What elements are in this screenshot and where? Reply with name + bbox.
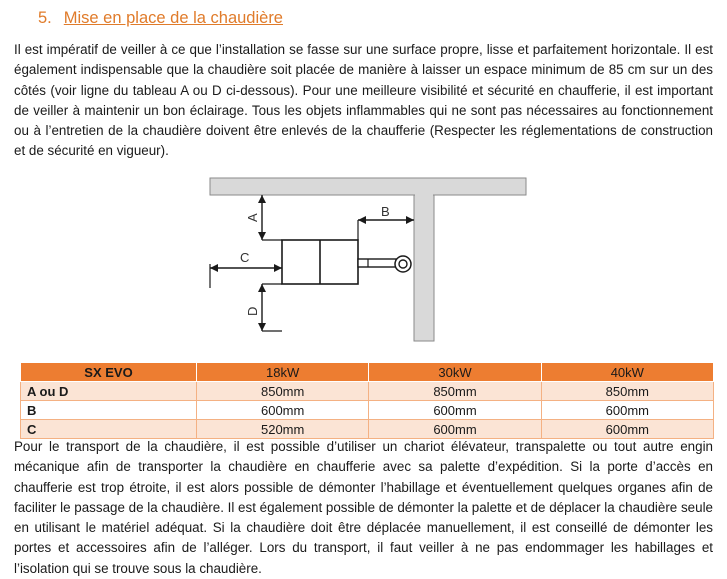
- table-row: [21, 401, 714, 420]
- label-b: B: [381, 204, 390, 219]
- header-18kw: 18kW: [197, 363, 369, 382]
- section-title: Mise en place de la chaudière: [63, 9, 283, 27]
- clearance-table: [20, 362, 714, 439]
- table-cell: 850mm: [197, 382, 369, 401]
- row-label: A ou D: [21, 382, 197, 401]
- clearance-diagram: [200, 176, 530, 342]
- table-cell: 520mm: [197, 420, 369, 439]
- label-d: D: [245, 306, 260, 316]
- table-cell: 600mm: [369, 420, 541, 439]
- header-40kw: 40kW: [541, 363, 713, 382]
- table-row: [21, 420, 714, 439]
- flue-pipe: [358, 259, 396, 267]
- table-cell: 600mm: [541, 401, 713, 420]
- table-cell: 600mm: [369, 401, 541, 420]
- table-cell: 850mm: [369, 382, 541, 401]
- transport-paragraph: Pour le transport de la chaudière, il est possible d’utiliser un chariot élévateur, transpalette ou tout autre engin mécanique afin de transporter la chaudière en chaufferie avec sa palette d’expédition. Si la porte d’accès en chaufferie est trop étroite, il est alors possible de démonter l’habillage et éventuellement quelques organes afin de faciliter le passage de la chaudière. Il est également possible de démonter la palette et de déplacer la chaudière seule en utilisant le matériel adéquat. Si la chaudière doit être déplacée manuellement, il est conseillé de démonter les portes et accessoires afin de l’alléger. Lors du transport, il faut veiller à ne pas endommager les habillages et l’isolation qui se trouve sous la chaudière.: [14, 439, 713, 576]
- intro-paragraph: Il est impératif de veiller à ce que l’installation se fasse sur une surface propre, lisse et parfaitement horizontale. Il est également indispensable que la chaudière soit placée de manière à laisser un espace minimum de 85 cm sur un des côtés (voir ligne du tableau A ou D ci-dessous). Pour une meilleure visibilité et sécurité en chaufferie, il est important de veiller à maintenir un bon éclairage. Tous les objets inflammables qui ne sont pas nécessaires au fonctionnement ou à l’entretien de la chaudière doivent être enlevés de la chaufferie (Respecter les réglementations de construction et de sécurité en vigueur).: [14, 42, 713, 159]
- table-row: [21, 382, 714, 401]
- label-a: A: [245, 213, 260, 222]
- row-label: B: [21, 401, 197, 420]
- right-wall: [414, 195, 434, 341]
- label-c: C: [240, 250, 250, 265]
- table-header-row: [21, 363, 714, 382]
- row-label: C: [21, 420, 197, 439]
- section-heading: [38, 9, 283, 28]
- table-cell: 600mm: [197, 401, 369, 420]
- table-cell: 850mm: [541, 382, 713, 401]
- header-model: SX EVO: [21, 363, 197, 382]
- top-wall: [210, 178, 526, 195]
- table-cell: 600mm: [541, 420, 713, 439]
- section-number: 5.: [38, 9, 52, 27]
- header-30kw: 30kW: [369, 363, 541, 382]
